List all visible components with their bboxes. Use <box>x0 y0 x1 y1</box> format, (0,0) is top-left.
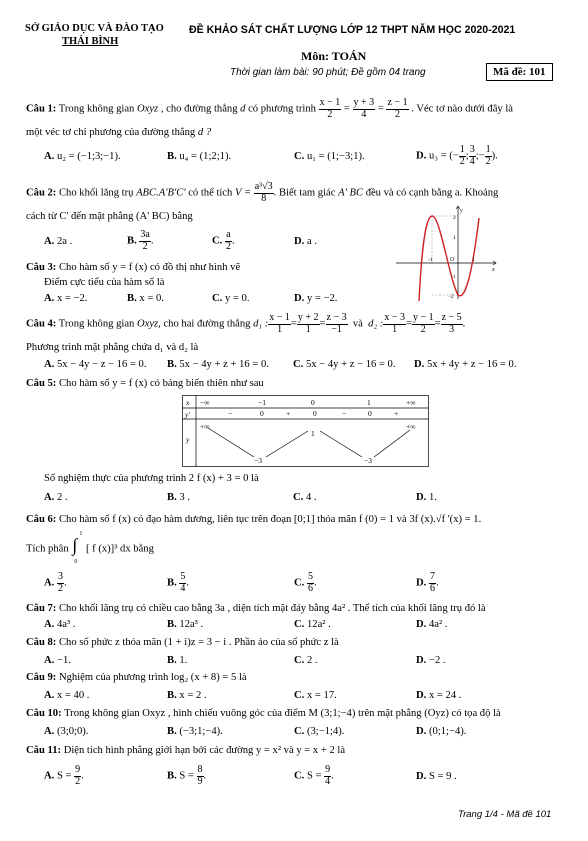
q6-line2: Tích phân ∫ 1 0 [ f (x)]³ dx bằng <box>26 531 154 565</box>
q3-option-d[interactable]: D. y = −2. <box>294 293 338 304</box>
y-value: −3 <box>254 456 262 465</box>
question-5: Câu 5: Cho hàm số y = f (x) có bảng biến thiên như sau <box>26 378 264 389</box>
question-1: Câu 1: Trong không gian Oxyz , cho đường thẳng d có phương trình $\frac{x - 1}{2}$ = $\frac{y + 3}{4}$ = $\frac{z - 1}{2}$ . Véc tơ nào dưới đây là <box>26 97 513 120</box>
question-9: Câu 9: Nghiệm của phương trình log₂ (x + 8) = 5 là <box>26 672 247 683</box>
q10-option-a[interactable]: A. (3;0;0). <box>44 726 89 737</box>
q11-option-a[interactable]: A. S = $\frac{9}{2}$ . <box>44 764 84 787</box>
question-3: Câu 3: Cho hàm số y = f (x) có đồ thị như hình vẽ <box>26 262 241 273</box>
q1-option-a[interactable]: A. u₂ = (−1;3;−1). <box>44 151 121 162</box>
question-7: Câu 7: Cho khối lăng trụ có chiều cao bằng 3a , diện tích mặt đáy bằng 4a² . Thể tích của khối lăng trụ đó là <box>26 603 486 614</box>
q5-option-c[interactable]: C. 4 . <box>293 492 317 503</box>
q2-option-d[interactable]: D. a . <box>294 236 317 247</box>
x-value: +∞ <box>406 398 416 407</box>
question-10: Câu 10: Trong không gian Oxyz , hình chiếu vuông góc của điểm M (3;1;−4) trên mặt phẳng (Oyz) có tọa độ là <box>26 708 501 719</box>
question-11: Câu 11: Diện tích hình phẳng giới hạn bởi các đường y = x² và y = x + 2 là <box>26 745 346 756</box>
q5-line2: Số nghiệm thực của phương trình 2 f (x) + 3 = 0 là <box>44 473 259 484</box>
q6-option-d[interactable]: D. $\frac{7}{6}$ . <box>416 571 439 594</box>
sign: − <box>228 409 233 418</box>
q2-option-a[interactable]: A. 2a . <box>44 236 73 247</box>
q1-text: , cho đường thẳng <box>160 103 238 115</box>
tick-label: -1 <box>428 257 433 263</box>
q8-option-c[interactable]: C. 2 . <box>294 655 318 666</box>
q8-option-d[interactable]: D. −2 . <box>416 655 446 666</box>
q1-option-b[interactable]: B. u₄ = (1;2;1). <box>167 151 232 162</box>
q9-option-d[interactable]: D. x = 24 . <box>416 690 462 701</box>
q3-option-c[interactable]: C. y = 0. <box>212 293 250 304</box>
q3-option-b[interactable]: B. x = 0. <box>127 293 164 304</box>
question-label: Câu 1: <box>26 103 57 115</box>
subject: Môn: TOÁN <box>301 49 367 63</box>
fraction: $\frac{z - 1}{2}$ <box>387 97 408 120</box>
q4-option-a[interactable]: A. 5x − 4y − z − 16 = 0. <box>44 359 147 370</box>
y-value: +∞ <box>200 422 210 431</box>
variation-table <box>182 395 429 467</box>
q1-option-c[interactable]: C. u₁ = (1;−3;1). <box>294 151 365 162</box>
function-graph <box>392 203 500 301</box>
q4-option-d[interactable]: D. 5x + 4y + z − 16 = 0. <box>414 359 517 370</box>
question-6: Câu 6: Cho hàm số f (x) có đạo hàm dương, liên tục trên đoạn [0;1] thỏa mãn f (0) = 1 và 3f (x).√f '(x) = 1. <box>26 514 482 525</box>
q2-line2: cách từ C' đến mặt phẳng (A' BC) bằng <box>26 211 193 222</box>
q1-oxyz: Oxyz <box>136 103 159 115</box>
q6-option-c[interactable]: C. $\frac{5}{6}$ . <box>294 571 317 594</box>
q9-option-c[interactable]: C. x = 17. <box>294 690 337 701</box>
exam-code-box: Mã đề: 101 <box>486 63 553 81</box>
tick-label: -1 <box>451 274 456 280</box>
question-2: Câu 2: Cho khối lăng trụ ABC.A'B'C' có thể tích V = $\frac{\text{a³√3}}{8}$ . Biết tam giác A' BC đều và có cạnh bằng a. Khoảng <box>26 181 499 204</box>
q10-option-d[interactable]: D. (0;1;−4). <box>416 726 467 737</box>
fraction: $\frac{x - 1}{2}$ <box>319 97 341 120</box>
sign: + <box>286 409 291 418</box>
department-name: SỞ GIÁO DỤC VÀ ĐÀO TẠO <box>25 23 164 34</box>
sign: − <box>342 409 347 418</box>
table-yprime-label: y' <box>185 410 190 419</box>
x-value: 0 <box>311 398 315 407</box>
tick-label: 1 <box>453 235 456 241</box>
page-footer: Trang 1/4 - Mã đề 101 <box>458 809 552 820</box>
exam-title: ĐỀ KHẢO SÁT CHẤT LƯỢNG LỚP 12 THPT NĂM HỌC 2020-2021 <box>189 24 516 36</box>
y-value: 1 <box>311 429 315 438</box>
q2-option-c[interactable]: C. $\frac{a}{2}$ . <box>212 229 235 252</box>
tick-label: -2 <box>449 294 454 300</box>
q1-text: có phương trình <box>248 103 316 115</box>
q11-option-c[interactable]: C. S = $\frac{9}{4}$ . <box>294 764 334 787</box>
q8-option-b[interactable]: B. 1. <box>167 655 188 666</box>
province-name: THÁI BÌNH <box>62 36 119 47</box>
q6-option-b[interactable]: B. $\frac{5}{4}$ . <box>167 571 190 594</box>
sign: 0 <box>368 409 372 418</box>
question-4: Câu 4: Trong không gian Oxyz, cho hai đường thẳng d₁ : $\frac{x - 1}{1}$ = $\frac{y + 2}{1}$ = $\frac{z - 3}{-1}$ và d₂ : $\frac{x - 3}{1}$ = $\frac{y - 1}{2}$ = $\frac{z - 5}{3}$ . <box>26 312 466 335</box>
q10-option-c[interactable]: C. (3;−1;4). <box>294 726 345 737</box>
x-axis-label: x <box>492 267 495 273</box>
q3-line2: Điểm cực tiểu của hàm số là <box>44 277 165 288</box>
q1-line2: một véc tơ chỉ phương của đường thẳng d ? <box>26 127 212 138</box>
x-value: 1 <box>367 398 371 407</box>
q7-option-d[interactable]: D. 4a² . <box>416 619 448 630</box>
q6-option-a[interactable]: A. $\frac{3}{2}$ . <box>44 571 67 594</box>
q7-option-b[interactable]: B. 12a³ . <box>167 619 204 630</box>
q7-option-a[interactable]: A. 4a³ . <box>44 619 76 630</box>
q11-option-d[interactable]: D. S = 9 . <box>416 771 457 782</box>
q9-option-b[interactable]: B. x = 2 . <box>167 690 207 701</box>
q10-option-b[interactable]: B. (−3;1;−4). <box>167 726 223 737</box>
q1-d: d <box>240 103 246 115</box>
tick-label: 1 <box>472 257 475 263</box>
sign: + <box>394 409 399 418</box>
x-value: −1 <box>258 398 266 407</box>
q8-option-a[interactable]: A. −1. <box>44 655 71 666</box>
q1-option-d[interactable]: D. u₃ = (− $\frac{1}{2}$ ; $\frac{3}{4}$ ;− $\frac{1}{2}$ ). <box>416 144 498 167</box>
table-x-label: x <box>186 398 190 407</box>
sign: 0 <box>260 409 264 418</box>
y-value: −3 <box>364 456 372 465</box>
q3-option-a[interactable]: A. x = −2. <box>44 293 88 304</box>
q4-option-b[interactable]: B. 5x − 4y + z + 16 = 0. <box>167 359 269 370</box>
q5-option-d[interactable]: D. 1. <box>416 492 437 503</box>
q4-line2: Phương trình mặt phẳng chứa d₁ và d₂ là <box>26 342 199 353</box>
table-y-label: y <box>186 435 190 444</box>
y-axis-label: y <box>460 208 463 214</box>
sign: 0 <box>313 409 317 418</box>
q1-text: Trong không gian <box>58 103 135 115</box>
q5-option-a[interactable]: A. 2 . <box>44 492 68 503</box>
question-8: Câu 8: Cho số phức z thỏa mãn (1 + i)z = 3 − i . Phần ảo của số phức z là <box>26 637 339 648</box>
fraction: $\frac{y + 3}{4}$ <box>353 97 375 120</box>
x-value: −∞ <box>200 398 210 407</box>
tick-label: 2 <box>453 215 456 221</box>
origin-label: O <box>450 257 455 263</box>
q11-option-b[interactable]: B. S = $\frac{8}{9}$ . <box>167 764 207 787</box>
q2-option-b[interactable]: B. $\frac{3a}{2}$ . <box>127 229 154 252</box>
q4-option-c[interactable]: C. 5x − 4y + z − 16 = 0. <box>293 359 396 370</box>
time-info: Thời gian làm bài: 90 phút; Đề gồm 04 trang <box>230 67 426 78</box>
q5-option-b[interactable]: B. 3 . <box>167 492 190 503</box>
q7-option-c[interactable]: C. 12a² . <box>294 619 331 630</box>
y-value: +∞ <box>406 422 416 431</box>
q9-option-a[interactable]: A. x = 40 . <box>44 690 90 701</box>
